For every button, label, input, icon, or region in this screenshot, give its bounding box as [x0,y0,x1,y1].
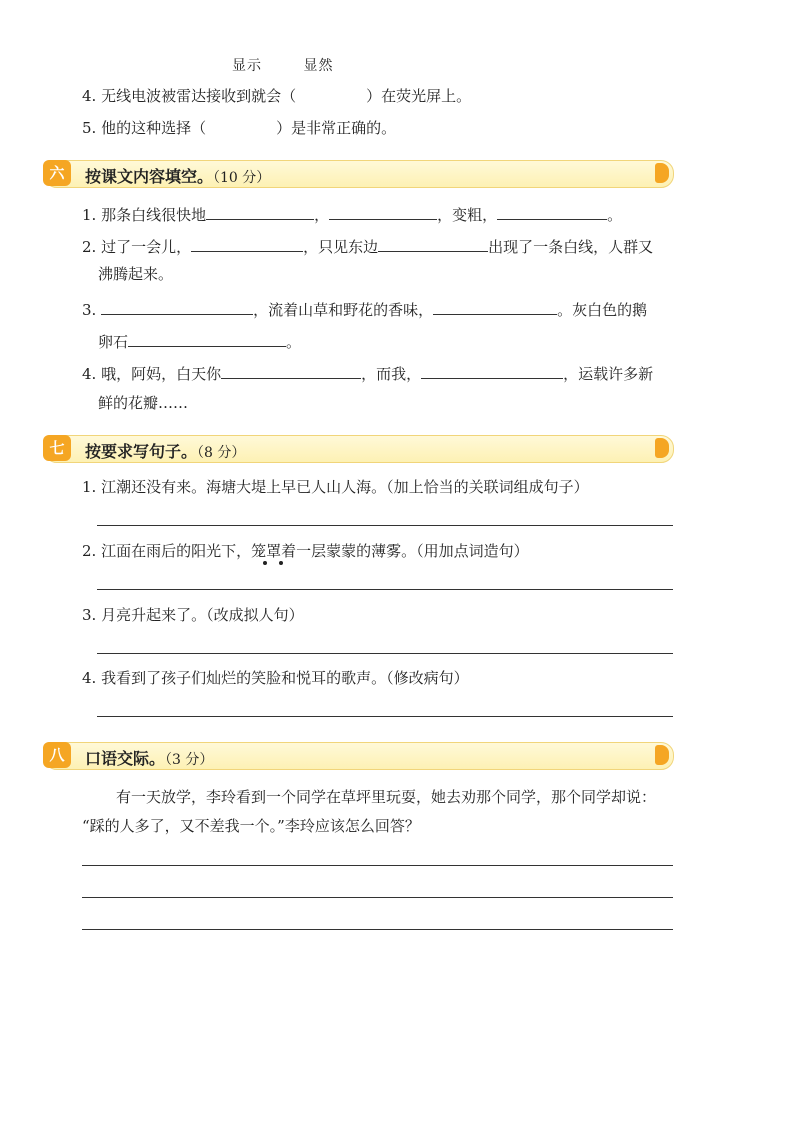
dialogue-paragraph: 有一天放学，李玲看到一个同学在草坪里玩耍，她去劝那个同学，那个同学却说： [116,788,657,806]
dialogue-paragraph-cont: “踩的人多了，又不差我一个。”李玲应该怎么回答？ [82,817,420,835]
rewrite-question-2: 2. 江面在雨后的阳光下，笼罩着一层蒙蒙的薄雾。（用加点词造句） [82,542,529,560]
answer-line[interactable] [82,929,673,930]
answer-blank[interactable] [101,298,253,315]
fill-question-1 [82,203,622,225]
section-score: （8 分） [197,445,246,461]
answer-line[interactable] [97,653,673,654]
rewrite-question-3: 3. 月亮升起来了。（改成拟人句） [82,606,304,624]
rewrite-question-1: 1. 江潮还没有来。海塘大堤上早已人山人海。（加上恰当的关联词组成句子） [82,478,589,496]
word-options [232,55,369,75]
answer-blank[interactable] [329,203,437,220]
question-text: 卵石 [98,333,129,351]
answer-line[interactable] [97,525,673,526]
section-header-6 [44,160,674,188]
question-text: 4. 无线电波被雷达接收到就会（ [82,87,297,105]
tab-marker-icon [655,745,669,765]
question-text: 3. [82,301,97,319]
fill-question-4 [82,362,653,384]
question-text: 鲜的花瓣…… [98,394,189,412]
section-score: （10 分） [213,170,271,186]
section-header-7 [44,435,674,463]
section-score: （3 分） [165,752,214,768]
section-title-text: 按课文内容填空。 [85,167,214,186]
answer-blank[interactable] [497,203,607,220]
word-option: 显然 [303,58,334,74]
question-text: 4. 哦，阿妈，白天你 [82,365,222,383]
tab-marker-icon [655,163,669,183]
question-text: 沸腾起来。 [98,265,174,283]
answer-line[interactable] [82,897,673,898]
question-text: 出现了一条白线，人群又 [488,238,654,256]
word-option: 显示 [232,58,262,74]
question-text: 2. 过了一会儿， [82,238,192,256]
section-title [85,439,245,462]
answer-blank[interactable] [128,330,286,347]
answer-line[interactable] [97,716,673,717]
section-number: 六 [43,160,71,186]
question-text: 。灰白色的鹅 [557,301,648,319]
section-number: 八 [43,742,71,768]
question-text: 。 [286,333,302,351]
fill-question-3-cont [98,330,301,352]
question-text: ）在荧光屏上。 [366,87,472,105]
question-text: 1. 那条白线很快地 [82,206,207,224]
section-header-8 [44,742,674,770]
section-number: 七 [43,435,71,461]
section-title-text: 按要求写句子。 [85,442,198,461]
fill-question-3 [82,298,647,320]
answer-blank[interactable] [421,362,563,379]
question-text: ，运载许多新 [563,365,654,383]
question-text: ，变粗， [437,206,498,224]
answer-line[interactable] [82,865,673,866]
tab-marker-icon [655,438,669,458]
answer-blank[interactable] [221,362,361,379]
fill-question-2-cont [98,264,173,284]
question-text: ，只见东边 [303,238,379,256]
question-text: ，而我， [361,365,422,383]
question-4 [82,86,471,106]
section-title [85,746,213,769]
question-5 [82,118,396,138]
question-text: ）是非常正确的。 [276,119,397,137]
emphasis-dot-icon [263,561,267,565]
question-text: 5. 他的这种选择（ [82,119,207,137]
section-title-text: 口语交际。 [85,749,166,768]
question-text: ，流着山草和野花的香味， [253,301,434,319]
question-text: 。 [607,206,623,224]
answer-blank[interactable] [378,235,488,252]
emphasis-dot-icon [279,561,283,565]
answer-blank[interactable] [433,298,557,315]
fill-question-2 [82,235,653,257]
answer-blank[interactable] [191,235,303,252]
question-text: ， [314,206,330,224]
answer-blank[interactable] [206,203,314,220]
rewrite-question-4: 4. 我看到了孩子们灿烂的笑脸和悦耳的歌声。（修改病句） [82,669,469,687]
fill-question-4-cont [98,393,188,413]
answer-line[interactable] [97,589,673,590]
section-title [85,164,270,187]
